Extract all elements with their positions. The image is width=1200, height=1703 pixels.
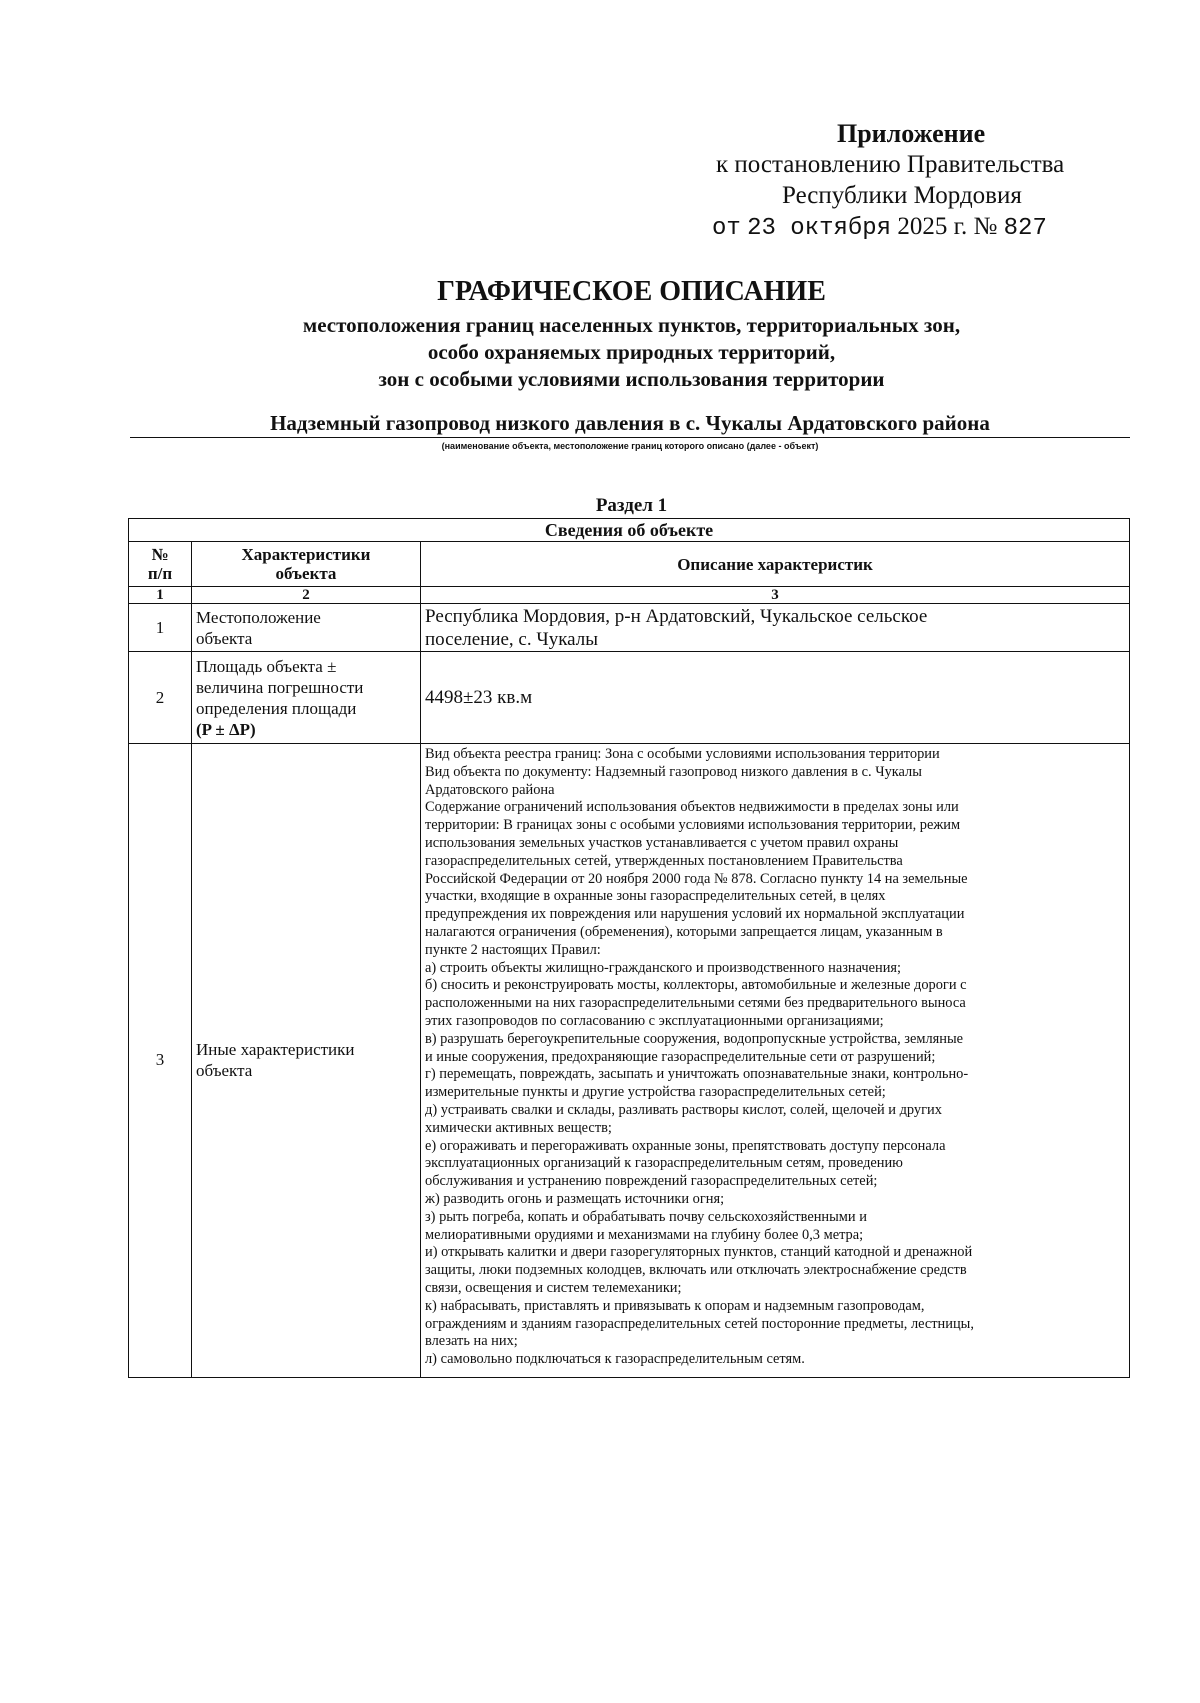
row-number: 2 <box>129 652 192 744</box>
date-value: 23 октября <box>747 215 892 242</box>
row-description <box>421 652 1130 744</box>
row-characteristic <box>192 744 421 1378</box>
column-number: 3 <box>421 587 1130 604</box>
description-line: е) огораживать и перегораживать охранные зоны, препятствовать доступу персонала <box>425 1137 946 1154</box>
document-subtitle <box>0 312 1200 393</box>
object-info-table <box>128 518 1130 1378</box>
characteristic-line: объекта <box>196 1061 253 1081</box>
description-line: Содержание ограничений использования объектов недвижимости в пределах зоны или <box>425 799 959 816</box>
description-line: а) строить объекты жилищно-гражданского и производственного назначения; <box>425 959 902 976</box>
description-line: налагаются ограничения (обременения), которыми запрещается лицам, указанным в <box>425 923 943 940</box>
resolution-number: 827 <box>1003 215 1047 242</box>
description-line: влезать на них; <box>425 1333 518 1350</box>
header-number <box>129 542 192 587</box>
description-line: защиты, люки подземных колодцев, включать или отключать электроснабжение средств <box>425 1262 967 1279</box>
row-number: 3 <box>129 744 192 1378</box>
description-line: обслуживания и устранению повреждений газораспределительных сетей; <box>425 1173 878 1190</box>
description-line: б) сносить и реконструировать мосты, коллекторы, автомобильные и железные дороги с <box>425 977 967 994</box>
appendix-republic-line: Республики Мордовия <box>782 182 1022 209</box>
subtitle-line: зон с особыми условиями использования территории <box>378 367 885 391</box>
appendix-header <box>700 118 1160 244</box>
date-year: 2025 г. № <box>897 213 998 240</box>
description-line: и иные сооружения, предохраняющие газораспределительные сети от разрушений; <box>425 1048 936 1065</box>
header-number-line: № <box>151 545 169 564</box>
header-characteristics-line: Характеристики <box>241 545 371 564</box>
characteristic-line: Площадь объекта ± <box>196 656 337 676</box>
description-line: г) перемещать, повреждать, засыпать и уничтожать опознавательные знаки, контрольно- <box>425 1066 969 1083</box>
row-description-restrictions <box>421 744 1130 1378</box>
header-number-line: п/п <box>147 564 173 583</box>
description-line: предупреждения их повреждения или нарушения условий их нормальной эксплуатации <box>425 906 965 923</box>
column-number: 2 <box>192 587 421 604</box>
description-line: Вид объекта реестра границ: Зона с особыми условиями использования территории <box>425 746 940 762</box>
appendix-date-line <box>700 211 1160 244</box>
area-value: 4498±23 кв.м <box>425 687 533 708</box>
description-line: в) разрушать берегоукрепительные сооружения, водопропускные устройства, земляные <box>425 1030 964 1047</box>
description-line: расположенными на них газораспределительными сетями без предварительного выноса <box>425 995 966 1012</box>
appendix-resolution-line: к постановлению Правительства <box>716 151 1065 178</box>
row-characteristic <box>192 652 421 744</box>
subtitle-line: местоположения границ населенных пунктов, территориальных зон, <box>302 313 961 337</box>
characteristic-formula: (P ± ΔP) <box>196 719 256 739</box>
characteristic-line: объекта <box>196 628 253 648</box>
table-title-row <box>129 519 1130 542</box>
description-line: пункте 2 настоящих Правил: <box>425 941 601 958</box>
description-line: этих газопроводов по согласованию с эксплуатационными организациями; <box>425 1012 884 1029</box>
header-description: Описание характеристик <box>421 542 1130 587</box>
description-line: Российской Федерации от 20 ноября 2000 года № 878. Согласно пункту 14 на земельные <box>425 870 968 887</box>
description-line: и) открывать калитки и двери газорегуляторных пунктов, станций катодной и дренажной <box>425 1244 973 1261</box>
description-line: поселение, с. Чукалы <box>425 628 598 650</box>
object-underline-divider <box>130 437 1130 438</box>
characteristic-line: определения площади <box>196 698 357 718</box>
description-line: Ардатовского района <box>425 781 555 798</box>
table-header-row <box>129 542 1130 587</box>
description-line: ж) разводить огонь и размещать источники огня; <box>425 1190 725 1207</box>
document-title: ГРАФИЧЕСКОЕ ОПИСАНИЕ <box>437 276 826 307</box>
description-line: з) рыть погреба, копать и обрабатывать почву сельскохозяйственными и <box>425 1208 867 1225</box>
description-line: использования земельных участков устанавливается с учетом правил охраны <box>425 834 899 851</box>
table-column-numbers-row <box>129 587 1130 604</box>
description-line: Республика Мордовия, р-н Ардатовский, Чукальское сельское <box>425 605 928 627</box>
header-characteristics <box>192 542 421 587</box>
subtitle-line: особо охраняемых природных территорий, <box>427 340 836 364</box>
row-description <box>421 604 1130 652</box>
object-caption: (наименование объекта, местоположение границ которого описано (далее - объект) <box>441 441 819 451</box>
appendix-title: Приложение <box>837 119 986 148</box>
description-line: д) устраивать свалки и склады, разливать растворы кислот, солей, щелочей и других <box>425 1101 942 1118</box>
header-characteristics-line: объекта <box>275 564 337 583</box>
description-line: л) самовольно подключаться к газораспределительным сетям. <box>425 1351 805 1368</box>
description-line: мелиоративными орудиями и механизмами на глубину более 0,3 метра; <box>425 1226 864 1243</box>
section-title: Раздел 1 <box>595 495 668 516</box>
row-characteristic <box>192 604 421 652</box>
description-line: эксплуатационных организаций к газораспределительным сетям, проведению <box>425 1155 903 1172</box>
description-line: территории: В границах зоны с особыми условиями использования территории, режим <box>425 817 961 834</box>
row-number: 1 <box>129 604 192 652</box>
description-line: газораспределительных сетей, утвержденных постановлением Правительства <box>425 852 903 869</box>
column-number: 1 <box>129 587 192 604</box>
description-line: измерительные пункты и другие устройства газораспределительных сетей; <box>425 1084 886 1101</box>
description-line: Вид объекта по документу: Надземный газопровод низкого давления в с. Чукалы <box>425 763 922 780</box>
description-line: участки, входящие в охранные зоны газораспределительных сетей, в целях <box>425 888 886 905</box>
description-line: к) набрасывать, приставлять и привязывать к опорам и надземным газопроводам, <box>425 1297 925 1314</box>
table-row <box>129 604 1130 652</box>
description-line: ограждениям и зданиям газораспределительных сетей посторонние предметы, лестницы, <box>425 1315 974 1332</box>
table-row <box>129 744 1130 1378</box>
description-line: химически активных веществ; <box>425 1119 612 1136</box>
table-title: Сведения об объекте <box>129 519 1130 542</box>
characteristic-line: Иные характеристики <box>196 1040 355 1060</box>
table-row <box>129 652 1130 744</box>
characteristic-line: величина погрешности <box>196 677 364 697</box>
date-prefix: от <box>712 215 741 242</box>
description-line: связи, освещения и систем телемеханики; <box>425 1279 682 1296</box>
characteristic-line: Местоположение <box>196 607 321 627</box>
object-name: Надземный газопровод низкого давления в с. Чукалы Ардатовского района <box>270 411 990 435</box>
